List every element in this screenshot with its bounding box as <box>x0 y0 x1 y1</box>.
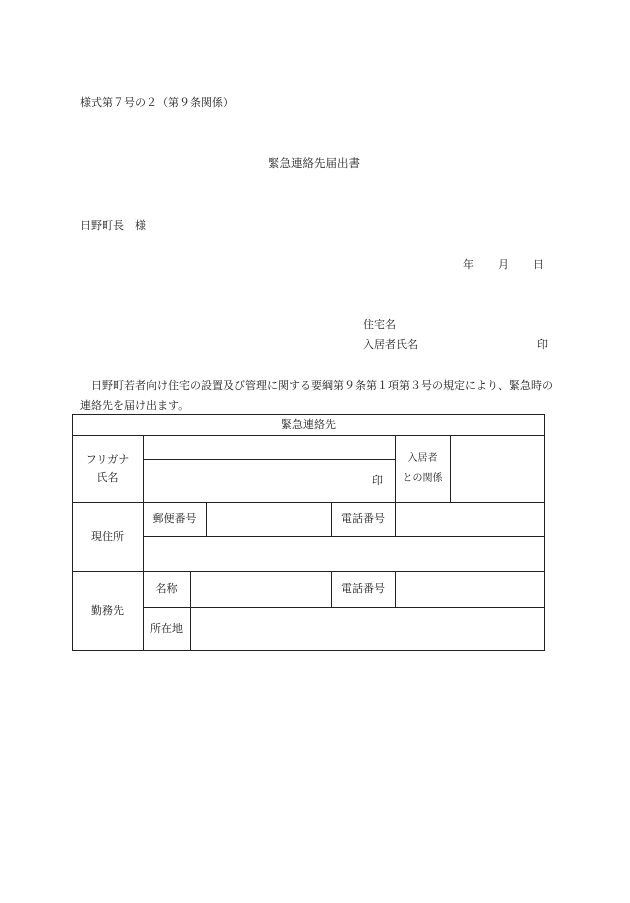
current-address-label: 現住所 <box>91 529 124 543</box>
date-month-label: 月 <box>498 258 509 271</box>
phone-field[interactable] <box>396 503 544 536</box>
emergency-contact-form <box>72 414 545 651</box>
document-title: 緊急連絡先届出書 <box>268 156 360 170</box>
relationship-labels <box>395 435 450 502</box>
relationship-field[interactable] <box>451 436 544 502</box>
furigana-label: フリガナ <box>85 452 130 466</box>
workplace-name-label: 名称 <box>155 582 178 596</box>
relationship-label-line2: との関係 <box>402 472 443 484</box>
body-text: 日野町若者向け住宅の設置及び管理に関する要綱第９条第１項第３号の規定により、緊急時の連絡先を届け出ます。 <box>80 379 553 412</box>
relationship-label-line1: 入居者 <box>407 452 438 464</box>
name-labels <box>72 435 143 502</box>
workplace-phone-field[interactable] <box>396 572 544 607</box>
furigana-field[interactable] <box>144 436 395 459</box>
workplace-name-field[interactable] <box>191 572 331 607</box>
resident-name-label: 入居者氏名 <box>363 338 418 351</box>
postal-code-field[interactable] <box>207 503 331 536</box>
name-label: 氏名 <box>96 470 119 484</box>
table-heading: 緊急連絡先 <box>281 417 336 431</box>
date-year-label: 年 <box>463 258 474 271</box>
phone-label: 電話番号 <box>341 512 385 526</box>
date-line <box>463 259 544 270</box>
date-day-label: 日 <box>533 258 544 271</box>
housing-name-label: 住宅名 <box>363 318 396 331</box>
postal-code-label: 郵便番号 <box>152 512 197 526</box>
workplace-phone-label: 電話番号 <box>341 582 385 596</box>
current-address-field[interactable] <box>144 537 544 571</box>
addressee: 日野町長 様 <box>80 219 146 232</box>
name-seal-mark: 印 <box>372 474 383 487</box>
workplace-label: 勤務先 <box>91 603 124 617</box>
table-border-right <box>544 414 545 651</box>
workplace-location-label: 所在地 <box>150 621 183 635</box>
name-field[interactable] <box>144 460 395 502</box>
form-number: 様式第７号の２（第９条関係） <box>80 96 234 109</box>
applicant-seal-mark: 印 <box>537 338 548 351</box>
workplace-location-field[interactable] <box>191 608 544 650</box>
